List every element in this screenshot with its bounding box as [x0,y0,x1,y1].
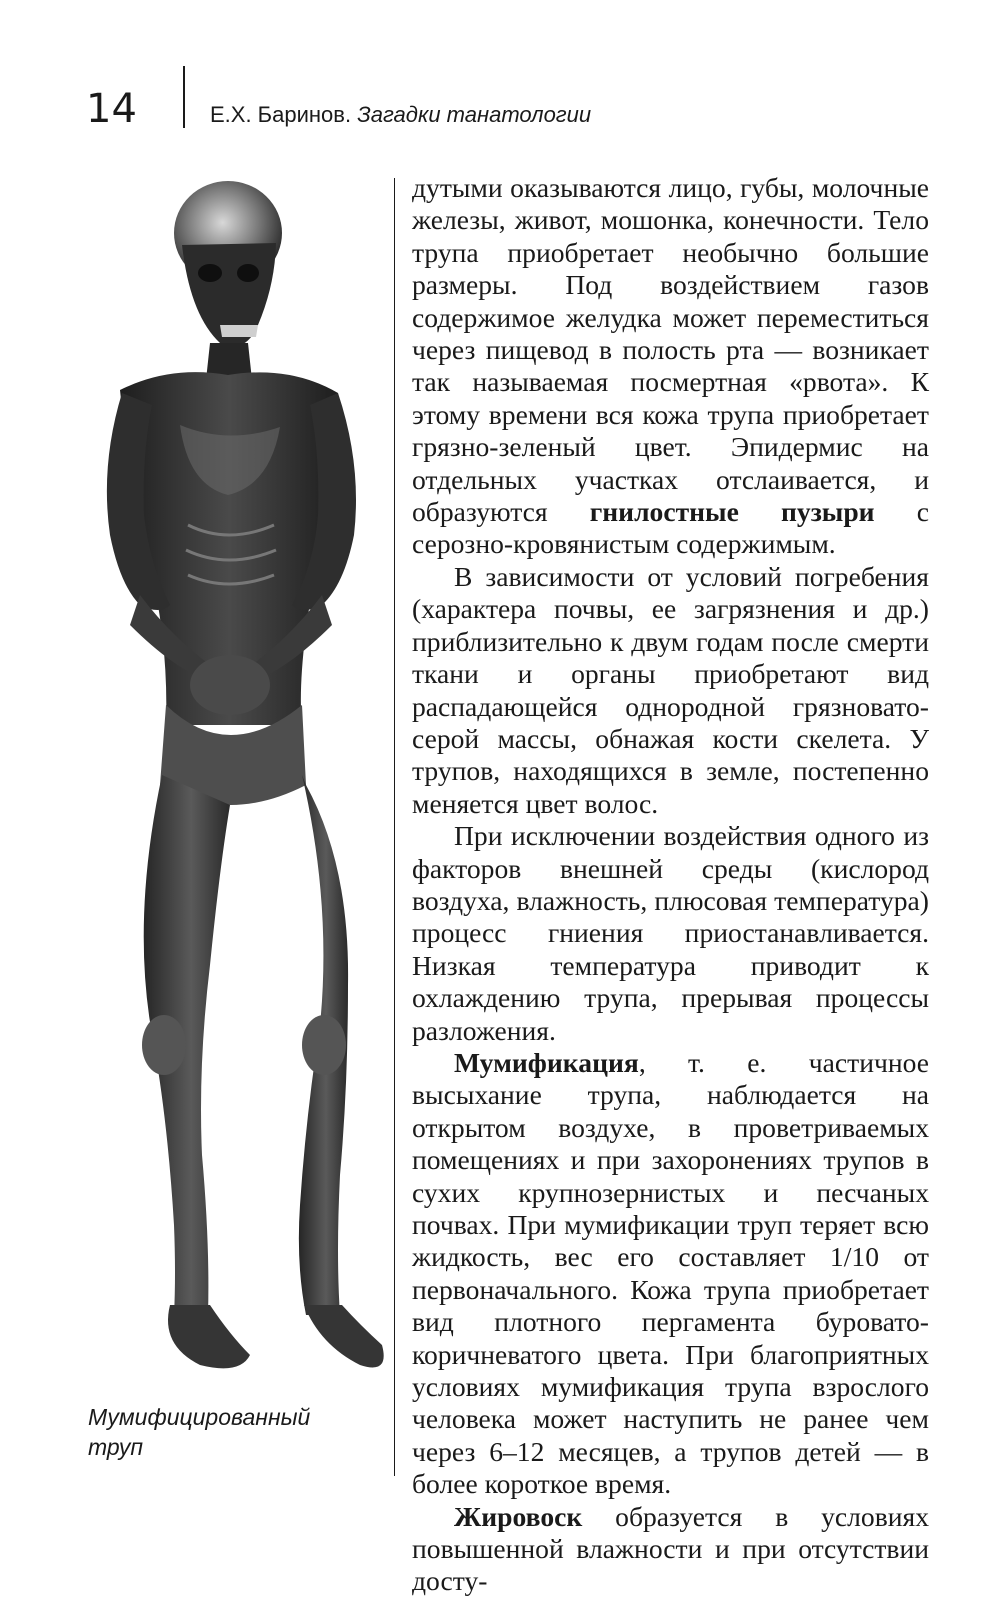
header-divider [183,66,185,128]
column-divider [394,178,395,1476]
term-putrefactive-blisters: гнилостные пузыри [589,496,875,528]
paragraph-4 [412,1047,929,1501]
figure-caption: Мумифицированный труп [88,1404,311,1460]
paragraph-2: В зависимости от условий погребения (характера почвы, ее загрязнения и др.) приблизительно к двум годам после смерти ткани и органы приобретают вид распадающейся однородной грязновато-серой массы, обнажая кости скелета. У трупов, находящихся в земле, постепенно меняется цвет волос. [412,560,929,819]
mummy-figure-image [70,165,390,1405]
body-text [412,172,929,1598]
mummy-photo [70,165,390,1405]
paragraph-1 [412,172,929,561]
running-head-author: Е.Х. Баринов. [210,102,352,127]
paragraph-5 [412,1501,929,1598]
page-number: 14 [86,86,137,132]
paragraph-5-text: образуется в условиях повышенной влажности и при отсутствии досту- [412,1500,929,1597]
page-header [0,0,1000,150]
paragraph-1-text-a: дутыми оказываются лицо, губы, молочные железы, живот, мошонка, конечности. Тело трупа приобретает необычно большие размеры. Под воздействием газов содержимое желудка может переместиться через пищевод в полость рта — возникает так называемая посмертная «рвота». К этому времени вся кожа трупа приобретает грязно-зеленый цвет. Эпидермис на отдельных участках отслаивается, и образуются [412,172,929,528]
paragraph-3: При исключении воздействия одного из факторов внешней среды (кислород воздуха, влажность, плюсовая температура) процесс гниения приостанавливается. Низкая температура приводит к охлаждению трупа, прерывая процессы разложения. [412,820,929,1046]
term-adipocere: Жировоск [454,1500,583,1532]
running-head-title: Загадки танатологии [357,102,592,127]
paragraph-1-text-b: с серозно-кровянистым содержимым. [412,496,930,560]
paragraph-4-text: , т. е. частичное высыхание трупа, наблюдается на открытом воздухе, в проветриваемых помещениях и при захоронениях трупов в сухих крупнозернистых и песчаных почвах. При мумификации труп теряет всю жидкость, вес его составляет 1/10 от первоначального. Кожа трупа приобретает вид плотного пергамента буровато-коричневатого цвета. При благоприятных условиях мумификация трупа взрослого человека может наступить не ранее чем через 6–12 месяцев, а трупов детей — в более короткое время. [412,1046,929,1500]
running-head [210,102,591,128]
term-mummification: Мумификация [454,1046,639,1078]
